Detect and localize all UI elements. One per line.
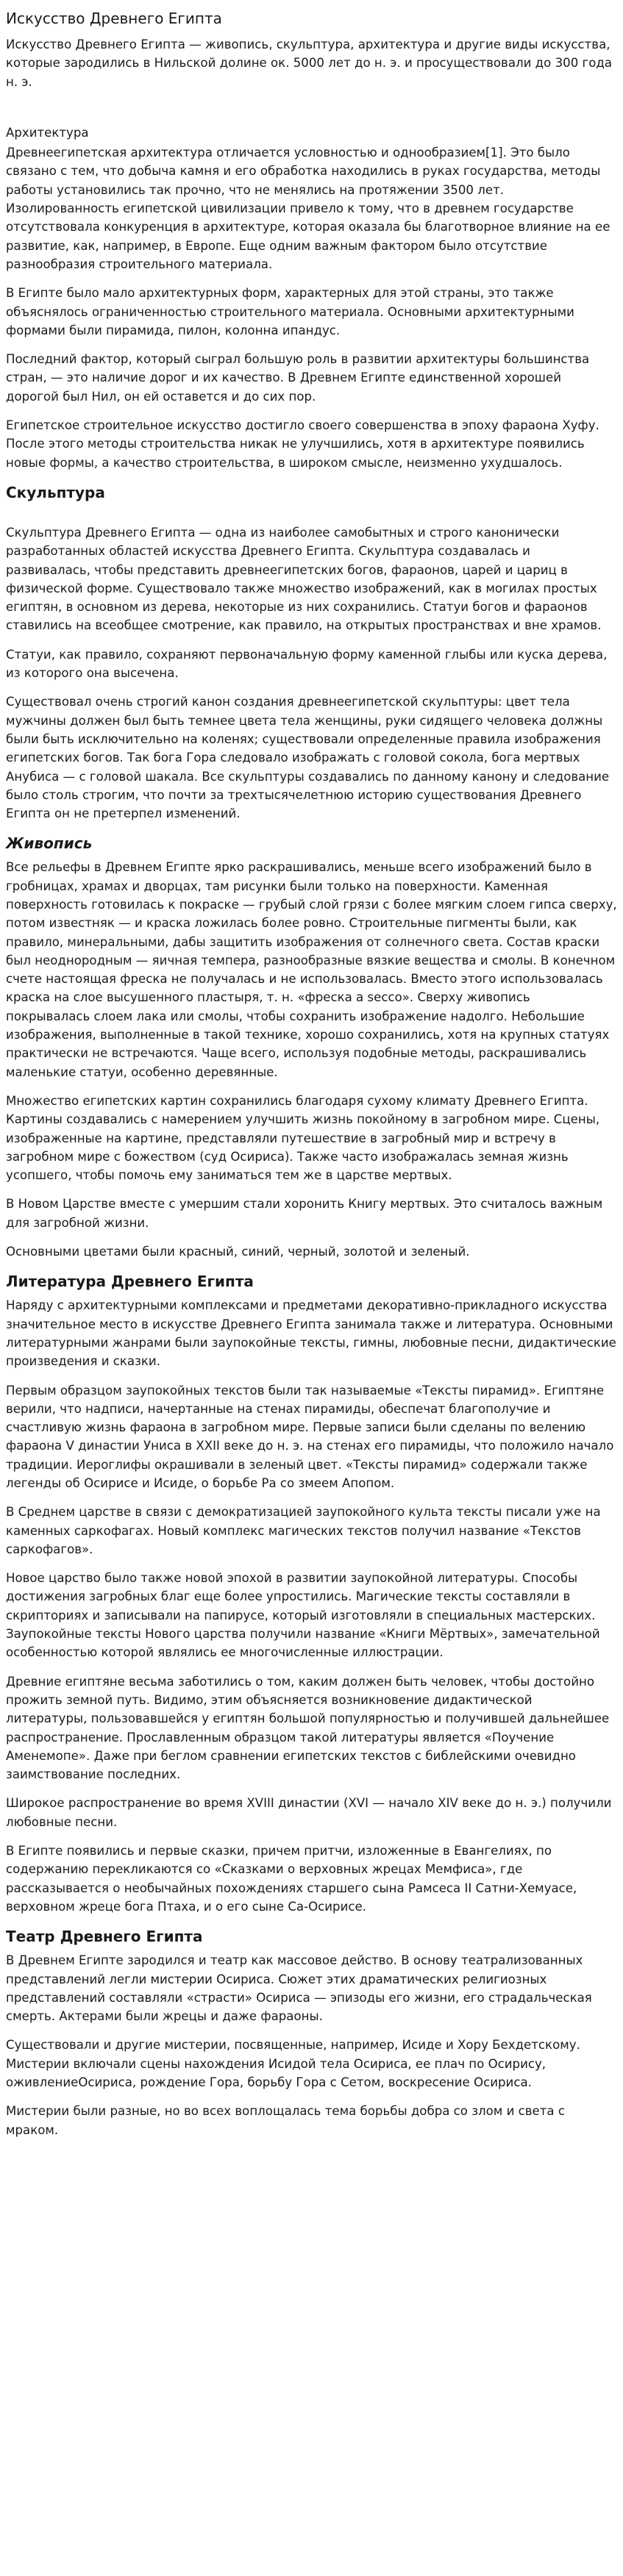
- literature-paragraph: Первым образцом заупокойных текстов были так называемые «Тексты пирамид». Египтяне верили, что надписи, начертанные на стенах пирамиды, обеспечат благополучие и счастливую жизнь фараона в загробном мире. Первые записи были сделаны по велению фараона V династии Униса в XXII веке до н. э. на стенах его пирамиды, что положило начало традиции. Иероглифы окрашивали в зеленый цвет. «Тексты пирамид» содержали также легенды об Осирисе и Исиде, о борьбе Ра со змеем Апопом.: [6, 1383, 614, 1490]
- literature-paragraph: Наряду с архитектурными комплексами и предметами декоративно-прикладного искусства значительное место в искусстве Древнего Египта занимала также и литература. Основными литературными жанрами были заупокойные тексты, гимны, любовные песни, дидактические произведения и сказки.: [6, 1298, 616, 1369]
- literature-heading: Литература Древнего Египта: [6, 1273, 254, 1291]
- theatre-paragraph: Существовали и другие мистерии, посвященные, например, Исиде и Хору Бехдетскому. Мистерии включали сцены нахождения Исидой тела Осириса, ее плач по Осирису, оживлениеОсириса, рождение Гора, борьбу Гора с Сетом, воскресение Осириса.: [6, 2038, 580, 2090]
- sculpture-paragraph: Скульптура Древнего Египта — одна из наиболее самобытных и строго канонически разработанных областей искусства Древнего Египта. Скульптура создавалась и развивалась, чтобы представить древнеегипетских богов, фараонов, царей и цариц в физической форме. Существовало также множество изображений, как в могилах простых египтян, в основном из дерева, некоторые из них сохранились. Статуи богов и фараонов ставились на всеобщее смотрение, как правило, на открытых пространствах и вне храмов.: [6, 525, 602, 633]
- painting-paragraph: Множество египетских картин сохранились благодаря сухому климату Древнего Египта. Картины создавались с намерением улучшить жизнь покойному в загробном мире. Сцены, изображенные на картине, представляли путешествие в загробный мир и встречу в загробном мире с божеством (суд Осириса). Также часто изображалась земная жизнь усопшего, чтобы помочь ему заниматься тем же в царстве мертвых.: [6, 1093, 600, 1183]
- literature-paragraph: В Египте появились и первые сказки, причем притчи, изложенные в Евангелиях, по содержанию перекликаются со «Сказками о верховных жрецах Мемфиса», где рассказывается о необычайных похождениях старшего сына Рамсеса II Сатни-Хемуасе, верховном жреце бога Птаха, и о его сыне Са-Осирисе.: [6, 1844, 577, 1914]
- literature-paragraph: Новое царство было также новой эпохой в развитии заупокойной литературы. Способы достижения загробных благ еще более упростились. Магические тексты составляли в скрипториях и записывали на папирусе, который изготовляли в специальных мастерских. Заупокойные тексты Нового царства получили название «Книги Мёртвых», замечательной особенностью которой являлись ее многочисленные иллюстрации.: [6, 1571, 600, 1660]
- painting-heading: Живопись: [6, 834, 93, 853]
- literature-paragraph: Древние египтяне весьма заботились о том, каким должен быть человек, чтобы достойно прожить земной путь. Видимо, этим объясняется возникновение дидактической литературы, пользовавшейся у египтян большой популярностью и получившей дальнейшее распространение. Прославленным образцом такой литературы является «Поучение Аменемопе». Даже при беглом сравнении египетских текстов с библейскими очевидно заимствование последних.: [6, 1674, 610, 1782]
- painting-paragraph: Все рельефы в Древнем Египте ярко раскрашивались, меньше всего изображений было в гробницах, храмах и дворцах, там рисунки были только на поверхности. Каменная поверхность готовилась к покраске — грубый слой грязи с более мягким слоем гипса сверху, потом известняк — и краска ложилась более ровно. Строительные пигменты были, как правило, минеральными, дабы защитить изображения от солнечного света. Состав краски был неоднородным — яичная темпера, разнообразные вязкие вещества и смолы. В конечном счете настоящая фреска не получалась и не использовалась. Вместо этого использовалась краска на слое высушенного пластыря, т. н. «фреска а secco». Сверху живопись покрывалась слоем лака или смолы, чтобы сохранить изображение надолго. Небольшие изображения, выполненные в такой технике, хорошо сохранились, хотя на крупных статуях практически не встречаются. Чаще всего, используя подобные методы, раскрашивались маленькие статуи, особенно деревянные.: [6, 860, 617, 1079]
- architecture-paragraph: Древнеегипетская архитектура отличается условностью и однообразием[1]. Это было связано с тем, что добыча камня и его обработка находились в руках государства, методы работы установились так прочно, что не менялись на протяжении 3500 лет. Изолированность египетской цивилизации привело к тому, что в древнем государстве отсутствовала конкуренция в архитектуре, которая оказала бы благотворное влияние на ее развитие, как, например, в Европе. Еще одним важным фактором было отсутствие разнообразия строительного материала.: [6, 146, 610, 271]
- architecture-heading: Архитектура: [6, 125, 89, 140]
- sculpture-paragraph: Статуи, как правило, сохраняют первоначальную форму каменной глыбы или куска дерева, из которого она высечена.: [6, 647, 608, 681]
- painting-paragraph: В Новом Царстве вместе с умершим стали хоронить Книгу мертвых. Это считалось важным для загробной жизни.: [6, 1197, 603, 1230]
- theatre-paragraph: Мистерии были разные, но во всех воплощалась тема борьбы добра со злом и света с мраком.: [6, 2104, 565, 2137]
- architecture-paragraph: Последний фактор, который сыграл большую роль в развитии архитектуры большинства стран, — это наличие дорог и их качество. В Древнем Египте единственной хорошей дорогой был Нил, он ей оставется и до сих пор.: [6, 352, 590, 404]
- sculpture-paragraph: Существовал очень строгий канон создания древнеегипетской скульптуры: цвет тела мужчины должен был быть темнее цвета тела женщины, руки сидящего человека должны были быть исключительно на коленях; существовали определенные правила изображения египетских богов. Так бога Гора следовало изображать с головой сокола, бога мертвых Анубиса — с головой шакала. Все скульптуры создавались по данному канону и следование было столь строгим, что почти за трехтысячелетнюю историю существования Древнего Египта он не претерпел изменений.: [6, 695, 610, 821]
- sculpture-heading: Скульптура: [6, 483, 105, 501]
- architecture-paragraph: В Египте было мало архитектурных форм, характерных для этой страны, это также объяснялось ограниченностью строительного материала. Основными архитектурными формами были пирамида, пилон, колонна ипандус.: [6, 286, 574, 337]
- intro-paragraph: Искусство Древнего Египта — живопись, скульптура, архитектура и другие виды искусства, которые зародились в Нильской долине ок. 5000 лет до н. э. и просуществовали до 300 года н. э.: [6, 37, 613, 89]
- theatre-heading: Театр Древнего Египта: [6, 1928, 203, 1946]
- literature-paragraph: В Среднем царстве в связи с демократизацией заупокойного культа тексты писали уже на каменных саркофагах. Новый комплекс магических текстов получил название «Текстов саркофагов».: [6, 1505, 601, 1556]
- page-title: Искусство Древнего Египта: [6, 10, 222, 27]
- literature-paragraph: Широкое распространение во время XVIII династии (XVI — начало XIV веке до н. э.) получили любовные песни.: [6, 1796, 612, 1829]
- architecture-paragraph: Египетское строительное искусство достигло своего совершенства в эпоху фараона Хуфу. После этого методы строительства никак не улучшились, хотя в архитектуре появились новые формы, а качество строительства, в широком смысле, неизменно ухудшалось.: [6, 418, 599, 470]
- theatre-paragraph: В Древнем Египте зародился и театр как массовое действо. В основу театрализованных представлений легли мистерии Осириса. Сюжет этих драматических религиозных представлений составляли «страсти» Осириса — эпизоды его жизни, его страдальческая смерть. Актерами были жрецы и даже фараоны.: [6, 1953, 592, 2024]
- painting-paragraph: Основными цветами были красный, синий, черный, золотой и зеленый.: [6, 1245, 470, 1259]
- spacer: [6, 507, 617, 523]
- spacer: [6, 101, 617, 124]
